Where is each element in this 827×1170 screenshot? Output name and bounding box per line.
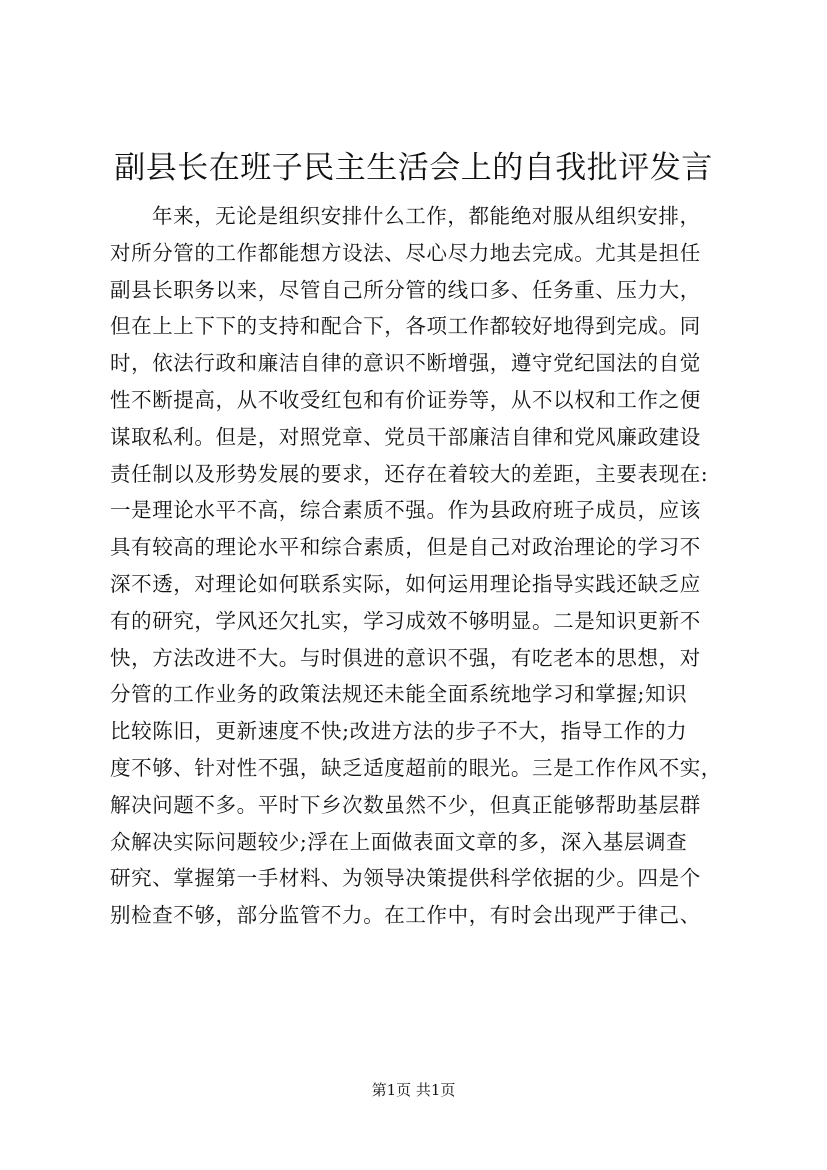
paragraph-line: 年来，无论是组织安排什么工作，都能绝对服从组织安排， (152, 204, 701, 228)
paragraph-line: 众解决实际问题较少;浮在上面做表面文章的多，深入基层调查 (110, 829, 688, 854)
paragraph-line: 研究、掌握第一手材料、为领导决策提供科学依据的少。四是个 (110, 866, 701, 891)
paragraph-line: 解决问题不多。平时下乡次数虽然不少，但真正能够帮助基层群 (110, 792, 701, 817)
paragraph-line: 对所分管的工作都能想方设法、尽心尽力地去完成。尤其是担任 (110, 240, 701, 265)
paragraph-line: 责任制以及形势发展的要求，还存在着较大的差距，主要表现在: (110, 461, 709, 486)
paragraph-line: 深不透，对理论如何联系实际，如何运用理论指导实践还缺乏应 (110, 571, 701, 596)
paragraph-line: 时，依法行政和廉洁自律的意识不断增强，遵守党纪国法的自觉 (110, 351, 701, 376)
paragraph-line: 性不断提高，从不收受红包和有价证券等，从不以权和工作之便 (110, 387, 701, 412)
paragraph-line: 比较陈旧，更新速度不快;改进方法的步子不大，指导工作的力 (110, 719, 688, 744)
paragraph-line: 一是理论水平不高，综合素质不强。作为县政府班子成员，应该 (110, 498, 701, 523)
document-title: 副县长在班子民主生活会上的自我批评发言 (114, 150, 713, 186)
paragraph-line: 快，方法改进不大。与时俱进的意识不强，有吃老本的思想，对 (110, 645, 701, 670)
paragraph-line: 副县长职务以来，尽管自己所分管的线口多、任务重、压力大， (110, 277, 701, 302)
paragraph-line: 但在上上下下的支持和配合下，各项工作都较好地得到完成。同 (110, 314, 701, 339)
paragraph-line: 具有较高的理论水平和综合素质，但是自己对政治理论的学习不 (110, 535, 701, 560)
paragraph-line: 别检查不够，部分监管不力。在工作中，有时会出现严于律己、 (110, 903, 701, 928)
paragraph-line: 度不够、针对性不强，缺乏适度超前的眼光。三是工作作风不实， (110, 755, 722, 780)
document-body (110, 198, 730, 934)
paragraph-line: 有的研究，学风还欠扎实，学习成效不够明显。二是知识更新不 (110, 608, 701, 633)
paragraph-line: 分管的工作业务的政策法规还未能全面系统地学习和掌握;知识 (110, 682, 688, 707)
paragraph-line: 谋取私利。但是，对照党章、党员干部廉洁自律和党风廉政建设 (110, 424, 701, 449)
page-number-footer: 第1页 共1页 (371, 1081, 456, 1099)
